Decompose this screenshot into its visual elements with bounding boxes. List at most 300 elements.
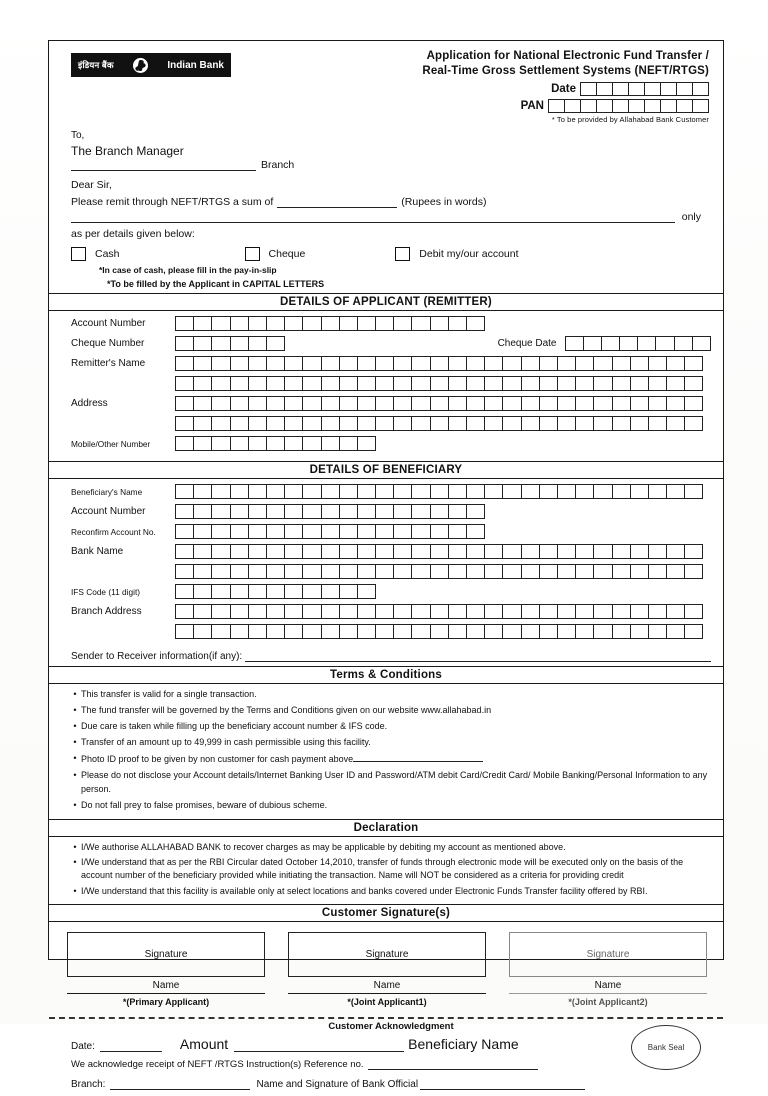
- char-box[interactable]: [502, 484, 521, 499]
- char-box[interactable]: [630, 416, 649, 431]
- char-box[interactable]: [393, 624, 412, 639]
- char-box[interactable]: [666, 564, 685, 579]
- char-box[interactable]: [357, 416, 376, 431]
- char-box[interactable]: [575, 564, 594, 579]
- char-box[interactable]: [302, 584, 321, 599]
- char-box[interactable]: [175, 436, 194, 451]
- char-box[interactable]: [193, 604, 212, 619]
- char-box[interactable]: [193, 584, 212, 599]
- char-box[interactable]: [448, 396, 467, 411]
- signature-box[interactable]: Signature: [67, 932, 265, 977]
- char-box[interactable]: [302, 316, 321, 331]
- beneficiary-field-boxes[interactable]: [175, 524, 485, 539]
- char-box[interactable]: [666, 396, 685, 411]
- char-box[interactable]: [539, 624, 558, 639]
- char-box[interactable]: [575, 416, 594, 431]
- char-box[interactable]: [411, 564, 430, 579]
- char-box[interactable]: [484, 624, 503, 639]
- char-box[interactable]: [302, 356, 321, 371]
- char-box[interactable]: [502, 376, 521, 391]
- char-box[interactable]: [193, 564, 212, 579]
- char-box[interactable]: [266, 416, 285, 431]
- char-box[interactable]: [193, 396, 212, 411]
- char-box[interactable]: [612, 356, 631, 371]
- char-box[interactable]: [284, 544, 303, 559]
- char-box[interactable]: [557, 416, 576, 431]
- char-box[interactable]: [248, 544, 267, 559]
- char-box[interactable]: [302, 504, 321, 519]
- char-box[interactable]: [630, 624, 649, 639]
- char-box[interactable]: [557, 564, 576, 579]
- ack-amount-input[interactable]: [234, 1041, 326, 1052]
- char-box[interactable]: [339, 504, 358, 519]
- char-box[interactable]: [630, 376, 649, 391]
- char-box[interactable]: [674, 336, 693, 351]
- char-box[interactable]: [321, 584, 340, 599]
- char-box[interactable]: [193, 376, 212, 391]
- char-box[interactable]: [393, 316, 412, 331]
- char-box[interactable]: [302, 544, 321, 559]
- char-box[interactable]: [284, 624, 303, 639]
- char-box[interactable]: [248, 356, 267, 371]
- char-box[interactable]: [502, 624, 521, 639]
- char-box[interactable]: [411, 484, 430, 499]
- ack-official-signature-input[interactable]: [420, 1079, 585, 1090]
- char-box[interactable]: [357, 436, 376, 451]
- char-box[interactable]: [193, 504, 212, 519]
- char-box[interactable]: [466, 564, 485, 579]
- char-box[interactable]: [612, 544, 631, 559]
- char-box[interactable]: [230, 336, 249, 351]
- char-box[interactable]: [448, 316, 467, 331]
- char-box[interactable]: [411, 376, 430, 391]
- char-box[interactable]: [230, 376, 249, 391]
- char-box[interactable]: [321, 624, 340, 639]
- char-box[interactable]: [430, 524, 449, 539]
- applicant-field-boxes[interactable]: [175, 316, 485, 331]
- char-box[interactable]: [502, 604, 521, 619]
- char-box[interactable]: [266, 316, 285, 331]
- char-box[interactable]: [248, 604, 267, 619]
- char-box[interactable]: [284, 356, 303, 371]
- char-box[interactable]: [684, 356, 703, 371]
- char-box[interactable]: [648, 544, 667, 559]
- applicant-inline-boxes[interactable]: [565, 336, 712, 351]
- char-box[interactable]: [211, 336, 230, 351]
- char-box[interactable]: [466, 524, 485, 539]
- char-box[interactable]: [575, 376, 594, 391]
- char-box[interactable]: [266, 504, 285, 519]
- char-box[interactable]: [448, 604, 467, 619]
- char-box[interactable]: [248, 584, 267, 599]
- char-box[interactable]: [357, 604, 376, 619]
- char-box[interactable]: [302, 436, 321, 451]
- char-box[interactable]: [393, 544, 412, 559]
- char-box[interactable]: [339, 524, 358, 539]
- char-box[interactable]: [539, 356, 558, 371]
- beneficiary-field-boxes[interactable]: [175, 484, 703, 499]
- char-box[interactable]: [321, 416, 340, 431]
- char-box[interactable]: [557, 356, 576, 371]
- char-box[interactable]: [612, 604, 631, 619]
- date-box-grid[interactable]: [580, 82, 709, 96]
- char-box[interactable]: [284, 484, 303, 499]
- char-box[interactable]: [211, 524, 230, 539]
- char-box[interactable]: [266, 544, 285, 559]
- char-box[interactable]: [448, 524, 467, 539]
- photo-id-input[interactable]: [353, 752, 483, 762]
- char-box[interactable]: [612, 82, 629, 96]
- char-box[interactable]: [502, 416, 521, 431]
- char-box[interactable]: [248, 564, 267, 579]
- char-box[interactable]: [466, 376, 485, 391]
- char-box[interactable]: [321, 544, 340, 559]
- char-box[interactable]: [484, 604, 503, 619]
- char-box[interactable]: [637, 336, 656, 351]
- char-box[interactable]: [575, 396, 594, 411]
- char-box[interactable]: [411, 396, 430, 411]
- char-box[interactable]: [484, 564, 503, 579]
- char-box[interactable]: [375, 356, 394, 371]
- char-box[interactable]: [430, 356, 449, 371]
- checkbox-cash[interactable]: [71, 247, 86, 261]
- char-box[interactable]: [175, 356, 194, 371]
- char-box[interactable]: [502, 396, 521, 411]
- char-box[interactable]: [580, 82, 597, 96]
- char-box[interactable]: [266, 396, 285, 411]
- char-box[interactable]: [266, 436, 285, 451]
- char-box[interactable]: [248, 396, 267, 411]
- char-box[interactable]: [430, 624, 449, 639]
- char-box[interactable]: [175, 336, 194, 351]
- char-box[interactable]: [230, 356, 249, 371]
- char-box[interactable]: [448, 376, 467, 391]
- char-box[interactable]: [648, 564, 667, 579]
- beneficiary-field-boxes[interactable]: [175, 544, 703, 559]
- char-box[interactable]: [193, 416, 212, 431]
- char-box[interactable]: [357, 484, 376, 499]
- char-box[interactable]: [284, 604, 303, 619]
- char-box[interactable]: [593, 484, 612, 499]
- char-box[interactable]: [575, 624, 594, 639]
- char-box[interactable]: [676, 99, 693, 113]
- applicant-field-boxes[interactable]: [175, 376, 703, 391]
- char-box[interactable]: [230, 504, 249, 519]
- char-box[interactable]: [211, 376, 230, 391]
- char-box[interactable]: [411, 356, 430, 371]
- char-box[interactable]: [557, 396, 576, 411]
- pan-box-grid[interactable]: [548, 99, 709, 113]
- char-box[interactable]: [565, 336, 584, 351]
- char-box[interactable]: [193, 356, 212, 371]
- char-box[interactable]: [593, 604, 612, 619]
- char-box[interactable]: [630, 484, 649, 499]
- char-box[interactable]: [193, 316, 212, 331]
- char-box[interactable]: [539, 544, 558, 559]
- char-box[interactable]: [575, 604, 594, 619]
- char-box[interactable]: [175, 604, 194, 619]
- ack-reference-input[interactable]: [368, 1059, 538, 1070]
- char-box[interactable]: [684, 484, 703, 499]
- char-box[interactable]: [539, 396, 558, 411]
- char-box[interactable]: [375, 524, 394, 539]
- char-box[interactable]: [521, 356, 540, 371]
- char-box[interactable]: [628, 99, 645, 113]
- char-box[interactable]: [666, 624, 685, 639]
- char-box[interactable]: [430, 564, 449, 579]
- char-box[interactable]: [393, 376, 412, 391]
- char-box[interactable]: [375, 484, 394, 499]
- char-box[interactable]: [248, 504, 267, 519]
- beneficiary-field-boxes[interactable]: [175, 604, 703, 619]
- char-box[interactable]: [666, 484, 685, 499]
- char-box[interactable]: [430, 316, 449, 331]
- char-box[interactable]: [211, 624, 230, 639]
- char-box[interactable]: [211, 504, 230, 519]
- char-box[interactable]: [575, 544, 594, 559]
- char-box[interactable]: [230, 524, 249, 539]
- char-box[interactable]: [557, 376, 576, 391]
- char-box[interactable]: [230, 396, 249, 411]
- char-box[interactable]: [684, 604, 703, 619]
- char-box[interactable]: [655, 336, 674, 351]
- char-box[interactable]: [448, 484, 467, 499]
- char-box[interactable]: [539, 376, 558, 391]
- char-box[interactable]: [580, 99, 597, 113]
- char-box[interactable]: [175, 564, 194, 579]
- char-box[interactable]: [393, 416, 412, 431]
- beneficiary-field-boxes[interactable]: [175, 564, 703, 579]
- char-box[interactable]: [521, 604, 540, 619]
- char-box[interactable]: [284, 584, 303, 599]
- char-box[interactable]: [466, 604, 485, 619]
- char-box[interactable]: [539, 484, 558, 499]
- char-box[interactable]: [619, 336, 638, 351]
- char-box[interactable]: [692, 82, 709, 96]
- char-box[interactable]: [557, 484, 576, 499]
- char-box[interactable]: [612, 484, 631, 499]
- char-box[interactable]: [466, 396, 485, 411]
- char-box[interactable]: [466, 544, 485, 559]
- char-box[interactable]: [448, 564, 467, 579]
- char-box[interactable]: [593, 624, 612, 639]
- beneficiary-field-boxes[interactable]: [175, 504, 485, 519]
- char-box[interactable]: [612, 416, 631, 431]
- char-box[interactable]: [175, 484, 194, 499]
- char-box[interactable]: [230, 564, 249, 579]
- char-box[interactable]: [193, 524, 212, 539]
- char-box[interactable]: [302, 564, 321, 579]
- char-box[interactable]: [211, 564, 230, 579]
- char-box[interactable]: [648, 376, 667, 391]
- char-box[interactable]: [321, 316, 340, 331]
- char-box[interactable]: [175, 396, 194, 411]
- char-box[interactable]: [357, 316, 376, 331]
- char-box[interactable]: [692, 99, 709, 113]
- char-box[interactable]: [230, 624, 249, 639]
- char-box[interactable]: [302, 604, 321, 619]
- char-box[interactable]: [593, 356, 612, 371]
- ack-branch-input[interactable]: [110, 1079, 250, 1090]
- char-box[interactable]: [393, 356, 412, 371]
- char-box[interactable]: [248, 376, 267, 391]
- char-box[interactable]: [193, 336, 212, 351]
- char-box[interactable]: [230, 544, 249, 559]
- char-box[interactable]: [248, 524, 267, 539]
- char-box[interactable]: [648, 356, 667, 371]
- char-box[interactable]: [411, 544, 430, 559]
- char-box[interactable]: [175, 544, 194, 559]
- char-box[interactable]: [175, 376, 194, 391]
- char-box[interactable]: [339, 416, 358, 431]
- signature-box[interactable]: Signature: [288, 932, 486, 977]
- char-box[interactable]: [448, 356, 467, 371]
- char-box[interactable]: [684, 544, 703, 559]
- char-box[interactable]: [339, 564, 358, 579]
- char-box[interactable]: [484, 376, 503, 391]
- char-box[interactable]: [175, 584, 194, 599]
- char-box[interactable]: [411, 504, 430, 519]
- char-box[interactable]: [193, 484, 212, 499]
- char-box[interactable]: [484, 396, 503, 411]
- char-box[interactable]: [430, 604, 449, 619]
- char-box[interactable]: [393, 484, 412, 499]
- char-box[interactable]: [302, 416, 321, 431]
- char-box[interactable]: [284, 524, 303, 539]
- char-box[interactable]: [430, 416, 449, 431]
- char-box[interactable]: [612, 564, 631, 579]
- char-box[interactable]: [211, 436, 230, 451]
- char-box[interactable]: [375, 396, 394, 411]
- applicant-field-boxes[interactable]: [175, 336, 285, 351]
- char-box[interactable]: [648, 604, 667, 619]
- char-box[interactable]: [175, 316, 194, 331]
- char-box[interactable]: [211, 396, 230, 411]
- char-box[interactable]: [321, 524, 340, 539]
- char-box[interactable]: [684, 416, 703, 431]
- char-box[interactable]: [411, 604, 430, 619]
- char-box[interactable]: [339, 544, 358, 559]
- char-box[interactable]: [357, 504, 376, 519]
- char-box[interactable]: [230, 416, 249, 431]
- char-box[interactable]: [593, 544, 612, 559]
- char-box[interactable]: [339, 356, 358, 371]
- char-box[interactable]: [211, 604, 230, 619]
- char-box[interactable]: [339, 604, 358, 619]
- char-box[interactable]: [448, 416, 467, 431]
- applicant-field-boxes[interactable]: [175, 396, 703, 411]
- pan-box-grid[interactable]: [548, 99, 709, 113]
- char-box[interactable]: [193, 624, 212, 639]
- char-box[interactable]: [484, 544, 503, 559]
- char-box[interactable]: [211, 416, 230, 431]
- char-box[interactable]: [539, 604, 558, 619]
- char-box[interactable]: [375, 544, 394, 559]
- char-box[interactable]: [321, 376, 340, 391]
- char-box[interactable]: [375, 316, 394, 331]
- branch-name-input[interactable]: [71, 160, 256, 171]
- checkbox-debit-account[interactable]: [395, 247, 410, 261]
- char-box[interactable]: [612, 396, 631, 411]
- char-box[interactable]: [339, 484, 358, 499]
- char-box[interactable]: [583, 336, 602, 351]
- char-box[interactable]: [230, 604, 249, 619]
- char-box[interactable]: [175, 624, 194, 639]
- char-box[interactable]: [375, 564, 394, 579]
- char-box[interactable]: [248, 316, 267, 331]
- char-box[interactable]: [211, 584, 230, 599]
- ack-beneficiary-input[interactable]: [326, 1041, 404, 1052]
- char-box[interactable]: [339, 436, 358, 451]
- char-box[interactable]: [666, 416, 685, 431]
- char-box[interactable]: [357, 524, 376, 539]
- char-box[interactable]: [302, 524, 321, 539]
- char-box[interactable]: [248, 416, 267, 431]
- char-box[interactable]: [539, 564, 558, 579]
- char-box[interactable]: [596, 99, 613, 113]
- char-box[interactable]: [448, 544, 467, 559]
- char-box[interactable]: [357, 396, 376, 411]
- char-box[interactable]: [211, 484, 230, 499]
- char-box[interactable]: [248, 336, 267, 351]
- char-box[interactable]: [630, 356, 649, 371]
- char-box[interactable]: [564, 99, 581, 113]
- char-box[interactable]: [375, 416, 394, 431]
- char-box[interactable]: [375, 376, 394, 391]
- char-box[interactable]: [284, 396, 303, 411]
- char-box[interactable]: [284, 564, 303, 579]
- char-box[interactable]: [593, 416, 612, 431]
- char-box[interactable]: [466, 356, 485, 371]
- char-box[interactable]: [339, 376, 358, 391]
- beneficiary-field-boxes[interactable]: [175, 584, 376, 599]
- char-box[interactable]: [393, 524, 412, 539]
- applicant-field-boxes[interactable]: [175, 356, 703, 371]
- char-box[interactable]: [628, 82, 645, 96]
- date-box-grid[interactable]: [580, 82, 709, 96]
- char-box[interactable]: [596, 82, 613, 96]
- char-box[interactable]: [630, 564, 649, 579]
- char-box[interactable]: [648, 484, 667, 499]
- char-box[interactable]: [644, 82, 661, 96]
- char-box[interactable]: [612, 376, 631, 391]
- char-box[interactable]: [466, 484, 485, 499]
- char-box[interactable]: [302, 484, 321, 499]
- char-box[interactable]: [521, 624, 540, 639]
- char-box[interactable]: [175, 524, 194, 539]
- char-box[interactable]: [393, 504, 412, 519]
- char-box[interactable]: [266, 524, 285, 539]
- char-box[interactable]: [266, 356, 285, 371]
- applicant-field-boxes[interactable]: [175, 416, 703, 431]
- char-box[interactable]: [466, 504, 485, 519]
- char-box[interactable]: [430, 484, 449, 499]
- char-box[interactable]: [357, 356, 376, 371]
- char-box[interactable]: [211, 544, 230, 559]
- char-box[interactable]: [211, 316, 230, 331]
- char-box[interactable]: [521, 416, 540, 431]
- char-box[interactable]: [684, 396, 703, 411]
- amount-words-input-2[interactable]: [71, 212, 675, 223]
- char-box[interactable]: [430, 544, 449, 559]
- char-box[interactable]: [321, 564, 340, 579]
- char-box[interactable]: [230, 484, 249, 499]
- char-box[interactable]: [284, 436, 303, 451]
- char-box[interactable]: [230, 584, 249, 599]
- char-box[interactable]: [393, 564, 412, 579]
- char-box[interactable]: [302, 376, 321, 391]
- char-box[interactable]: [339, 584, 358, 599]
